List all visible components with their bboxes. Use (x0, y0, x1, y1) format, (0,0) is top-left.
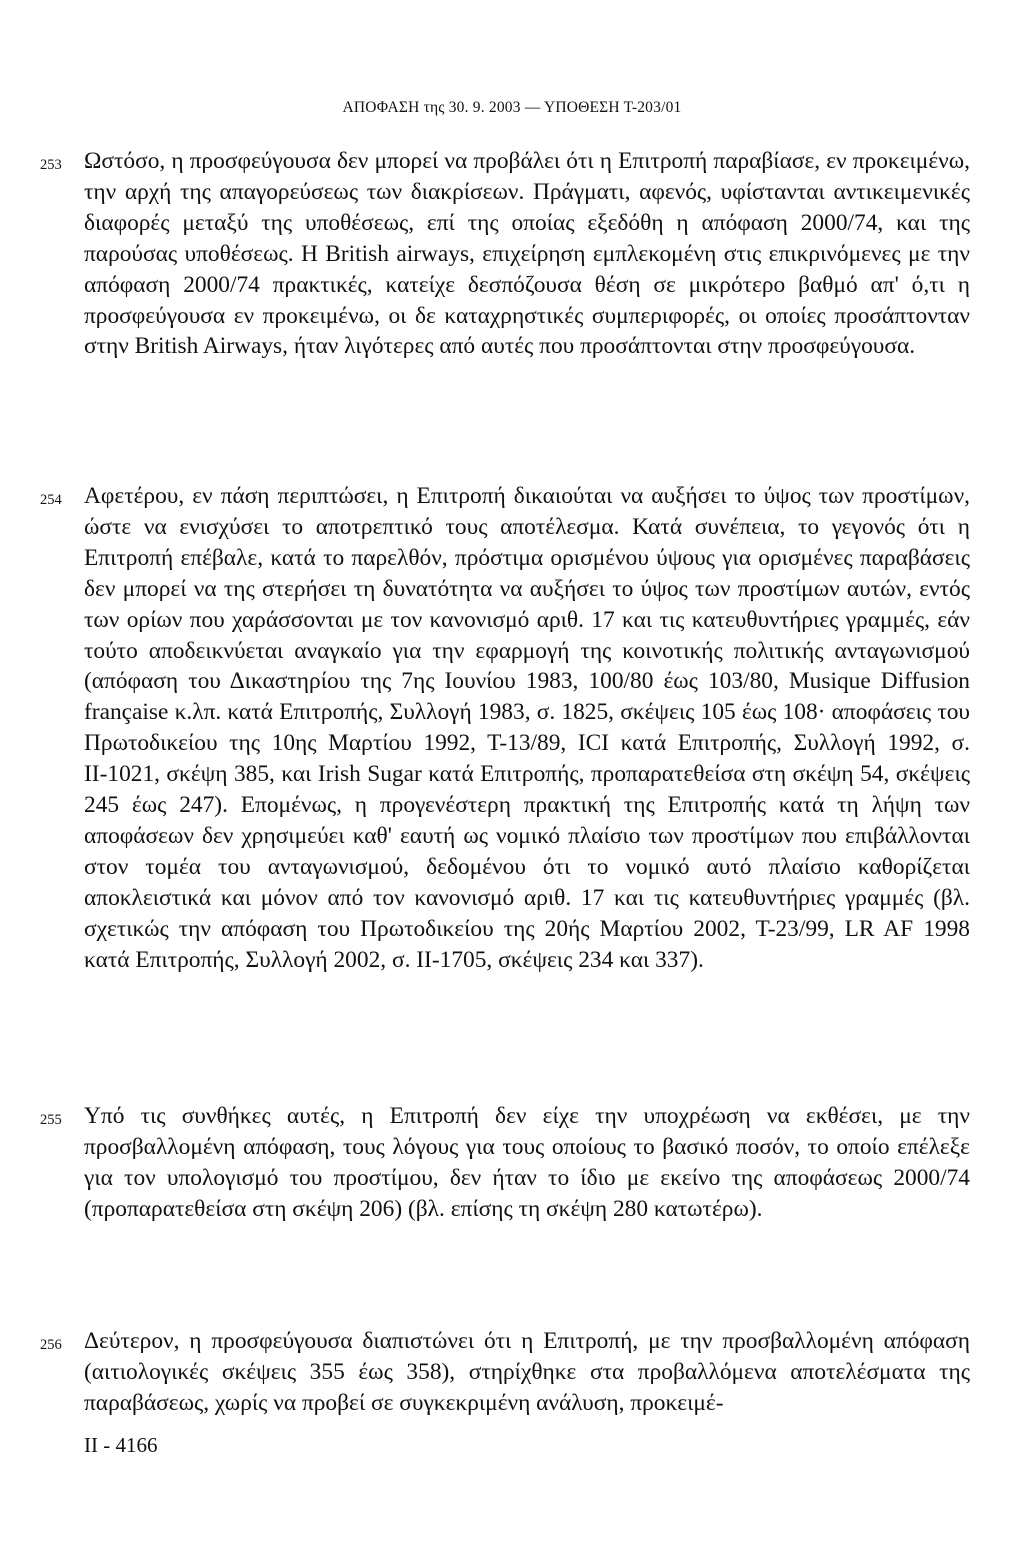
running-header: ΑΠΟΦΑΣΗ της 30. 9. 2003 — ΥΠΟΘΕΣΗ Τ-203/01 (342, 99, 682, 116)
paragraph-number: 253 (40, 157, 62, 173)
paragraph-text: Ωστόσο, η προσφεύγουσα δεν μπορεί να προβάλει ότι η Επιτροπή παραβίασε, εν προκειμένω, την αρχή της απαγορεύσεως των διακρίσεων. Πράγματι, αφενός, υφίστανται αντικειμενικές διαφορές μεταξύ της υποθέσεως, επί της οποίας εξεδόθη η απόφαση 2000/74, και της παρούσας υποθέσεως. Η British airways, επιχείρηση εμπλεκομένη στις επικρινόμενες με την απόφαση 2000/74 πρακτικές, κατείχε δεσπόζουσα θέση σε μικρότερο βαθμό απ' ό,τι η προσφεύγουσα εν προκειμένω, οι δε καταχρηστικές συμπεριφορές, οι οποίες προσάπτονταν στην British Airways, ήταν λιγότερες από αυτές που προσάπτονται στην προσφεύγουσα. (84, 148, 970, 360)
page-number: II - 4166 (84, 1433, 158, 1457)
paragraph-number: 254 (40, 492, 62, 508)
paragraph-text: Αφετέρου, εν πάση περιπτώσει, η Επιτροπή δικαιούται να αυξήσει το ύψος των προστίμων, ώστε να ενισχύσει το αποτρεπτικό τους αποτέλεσμα. Κατά συνέπεια, το γεγονός ότι η Επιτροπή επέβαλε, κατά το παρελθόν, πρόστιμα ορισμένου ύψους για ορισμένες παραβάσεις δεν μπορεί να της στερήσει τη δυνατότητα να αυξήσει το ύψος των προστίμων αυτών, εντός των ορίων που χαράσσονται με τον κανονισμό αριθ. 17 και τις κατευθυντήριες γραμμές, εάν τούτο αποδεικνύεται αναγκαίο για την εφαρμογή της κοινοτικής πολιτικής ανταγωνισμού (απόφαση του Δικαστηρίου της 7ης Ιουνίου 1983, 100/80 έως 103/80, Musique Diffusion française κ.λπ. κατά Επιτροπής, Συλλογή 1983, σ. 1825, σκέψεις 105 έως 108· αποφάσεις του Πρωτοδικείου της 10ης Μαρτίου 1992, Τ-13/89, ICI κατά Επιτροπής, Συλλογή 1992, σ. ΙΙ-1021, σκέψη 385, και Irish Sugar κατά Επιτροπής, προπαρατεθείσα στη σκέψη 54, σκέψεις 245 έως 247). Επομένως, η προγενέστερη πρακτική της Επιτροπής κατά τη λήψη των αποφάσεων δεν χρησιμεύει καθ' εαυτή ως νομικό πλαίσιο των προστίμων που επιβάλλονται στον τομέα του ανταγωνισμού, δεδομένου ότι το νομικό αυτό πλαίσιο καθορίζεται αποκλειστικά και μόνον από τον κανονισμό αριθ. 17 και τις κατευθυντήριες γραμμές (βλ. σχετικώς την απόφαση του Πρωτοδικείου της 20ής Μαρτίου 2002, Τ-23/99, LR AF 1998 κατά Επιτροπής, Συλλογή 2002, σ. ΙΙ-1705, σκέψεις 234 και 337). (84, 483, 970, 973)
paragraph-text: Δεύτερον, η προσφεύγουσα διαπιστώνει ότι η Επιτροπή, με την προσβαλλομένη απόφαση (αιτιολογικές σκέψεις 355 έως 358), στηρίχθηκε στα προβαλλόμενα αποτελέσματα της παραβάσεως, χωρίς να προβεί σε συγκεκριμένη ανάλυση, προκειμέ- (84, 1328, 970, 1416)
paragraph-number: 256 (40, 1337, 62, 1353)
paragraph-text: Υπό τις συνθήκες αυτές, η Επιτροπή δεν είχε την υποχρέωση να εκθέσει, με την προσβαλλομένη απόφαση, τους λόγους για τους οποίους το βασικό ποσόν, το οποίο επέλεξε για τον υπολογισμό του προστίμου, δεν ήταν το ίδιο με εκείνο της αποφάσεως 2000/74 (προπαρατεθείσα στη σκέψη 206) (βλ. επίσης τη σκέψη 280 κατωτέρω). (84, 1103, 970, 1222)
paragraph-number: 255 (40, 1112, 62, 1128)
